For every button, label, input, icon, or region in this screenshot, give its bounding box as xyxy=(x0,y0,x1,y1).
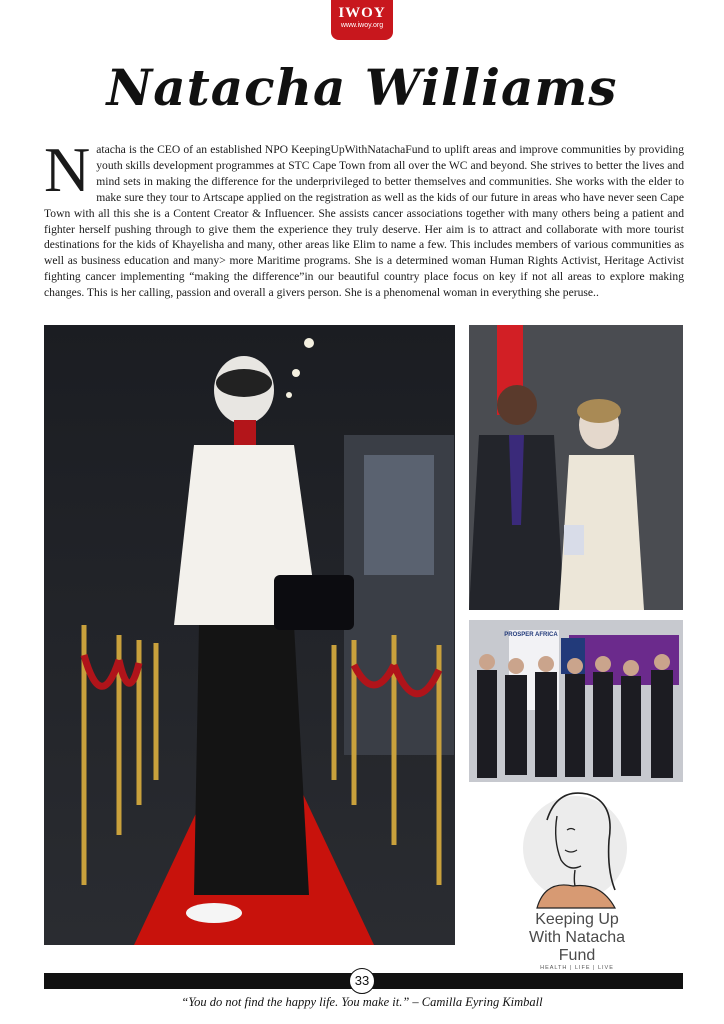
brand-url: www.iwoy.org xyxy=(340,22,384,29)
logo-line-3: Fund xyxy=(558,947,596,964)
logo-name xyxy=(497,911,657,965)
official-photo-illustration xyxy=(469,325,683,610)
fund-logo xyxy=(497,780,657,976)
photo-with-official xyxy=(469,325,683,610)
logo-line-1: Keeping Up xyxy=(535,911,619,928)
group-photo xyxy=(469,620,683,782)
red-carpet-illustration xyxy=(44,325,455,945)
red-carpet-photo xyxy=(44,325,455,945)
brand-name: IWOY xyxy=(338,5,386,21)
article-title: Natacha Williams xyxy=(106,58,618,117)
magazine-brand-tab xyxy=(331,0,393,40)
group-photo-illustration xyxy=(469,620,683,782)
article-body xyxy=(44,134,684,301)
drop-cap: N xyxy=(44,134,91,205)
event-badge-text: PROSPER AFRICA xyxy=(504,632,558,638)
logo-line-2: With Natacha xyxy=(528,929,626,946)
article-body-text: atacha is the CEO of an established NPO KeepingUpWithNatachaFund to uplift areas and improve communities by providing youth skills development programmes at STC Cape Town from all over the WC and beyond. She strives to better the lives and mind sets in making the difference for the underprivileged to better themselves and communities. She works with the elder to make sure they tour to Artscape applied on the registration as well as the kids of our future in areas who have never seen Cape Town with all this she is a Content Creator & Influencer. She assists cancer associations together with many others being a patient and fighter herself pushing through to give them the experience they truly deserve. Her aim is to attract and collaborate with more tourist destinations for the kids of Khayelisha and many, other areas like Elim to name a few. This includes members of various communities as well as business education and many> more Maritime programs. She is a determined woman Human Rights Activist, Heritage Activist fighting cancer implementing “making the difference”in our beautiful country place focus on key if not all areas to explore making changes. This is her calling, passion and overall a givers person. She is a phenomenal woman in everything she peruse.. xyxy=(44,143,684,300)
page-number: 33 xyxy=(349,968,375,994)
woman-portrait-logo-icon xyxy=(497,780,657,910)
logo-tagline: HEALTH | LIFE | LIVE xyxy=(540,965,614,971)
footer-quote: “You do not find the happy life. You make it.” – Camilla Eyring Kimball xyxy=(181,995,543,1009)
